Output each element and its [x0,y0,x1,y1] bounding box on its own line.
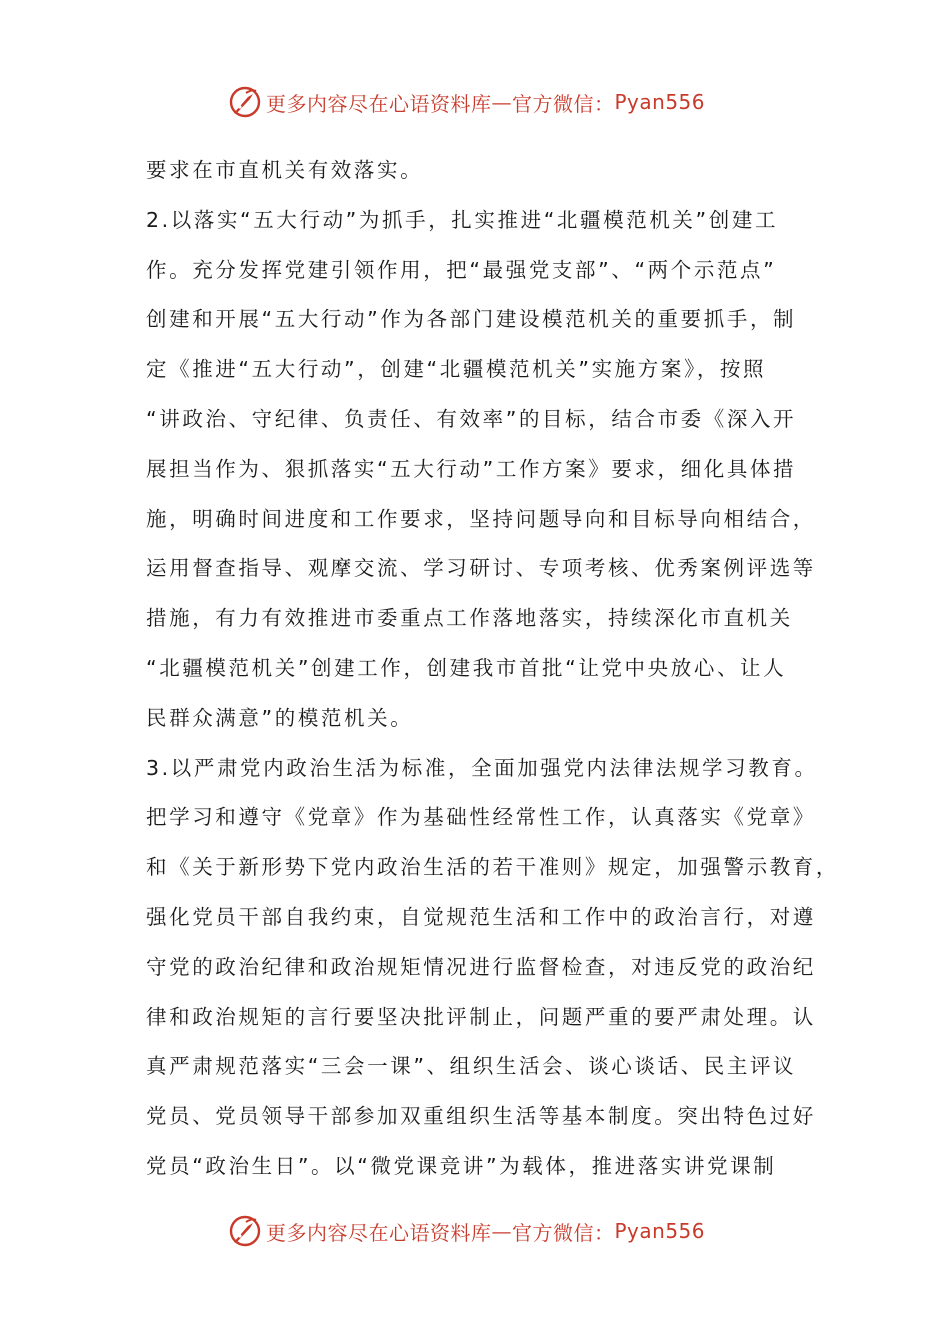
body-line: 和《关于新形势下党内政治生活的若干准则》规定，加强警示教育， [146,855,839,880]
footer-separator: — [491,1219,512,1243]
body-line: 真严肃规范落实“三会一课”、组织生活会、谈心谈话、民主评议 [146,1054,797,1079]
footer-wechat-id: Pyan556 [614,1219,706,1243]
body-line: 定《推进“五大行动”，创建“北疆模范机关”实施方案》，按照 [146,357,767,382]
body-line: 强化党员干部自我约束，自觉规范生活和工作中的政治言行，对遵 [146,904,816,929]
body-line: 2.以落实“五大行动”为抓手，扎实推进“北疆模范机关”创建工 [146,207,779,232]
header-wechat-label: 官方微信： [512,91,615,116]
body-line: 守党的政治纪律和政治规矩情况进行监督检查，对违反党的政治纪 [146,954,816,979]
header-wechat-id: Pyan556 [614,90,706,114]
footer-brand: 更多内容尽在心语资料库 [266,1220,492,1245]
header-brand: 更多内容尽在心语资料库 [266,91,492,116]
body-line: 党员“政治生日”。以“微党课竞讲”为载体，推进落实讲党课制 [146,1153,777,1178]
header-separator: — [491,90,512,114]
pen-nib-logo-icon [228,1214,262,1248]
footer-banner [228,1211,705,1251]
body-line: 党员、党员领导干部参加双重组织生活等基本制度。突出特色过好 [146,1104,816,1129]
pen-nib-logo-icon [228,85,262,119]
body-line: 作。充分发挥党建引领作用，把“最强党支部”、“两个示范点” [146,257,777,282]
document-body [146,146,839,1192]
footer-wechat-label: 官方微信： [512,1220,615,1245]
body-line: 把学习和遵守《党章》作为基础性经常性工作，认真落实《党章》 [146,805,816,830]
header-banner [228,82,705,122]
body-line: 民群众满意”的模范机关。 [146,705,414,730]
body-line: 施，明确时间进度和工作要求，坚持问题导向和目标导向相结合， [146,506,816,531]
body-line: 要求在市直机关有效落实。 [146,158,424,182]
body-line: “北疆模范机关”创建工作，创建我市首批“让党中央放心、让人 [146,655,787,680]
body-line: 运用督查指导、观摩交流、学习研讨、专项考核、优秀案例评选等 [146,556,816,581]
body-line: 3.以严肃党内政治生活为标准，全面加强党内法律法规学习教育。 [146,755,818,780]
body-line: 展担当作为、狠抓落实“五大行动”工作方案》要求，细化具体措 [146,456,797,481]
body-line: 措施，有力有效推进市委重点工作落地落实，持续深化市直机关 [146,606,793,631]
body-line: 律和政治规矩的言行要坚决批评制止，问题严重的要严肃处理。认 [146,1004,816,1029]
body-line: “讲政治、守纪律、负责任、有效率”的目标，结合市委《深入开 [146,406,797,431]
body-line: 创建和开展“五大行动”作为各部门建设模范机关的重要抓手，制 [146,307,797,332]
